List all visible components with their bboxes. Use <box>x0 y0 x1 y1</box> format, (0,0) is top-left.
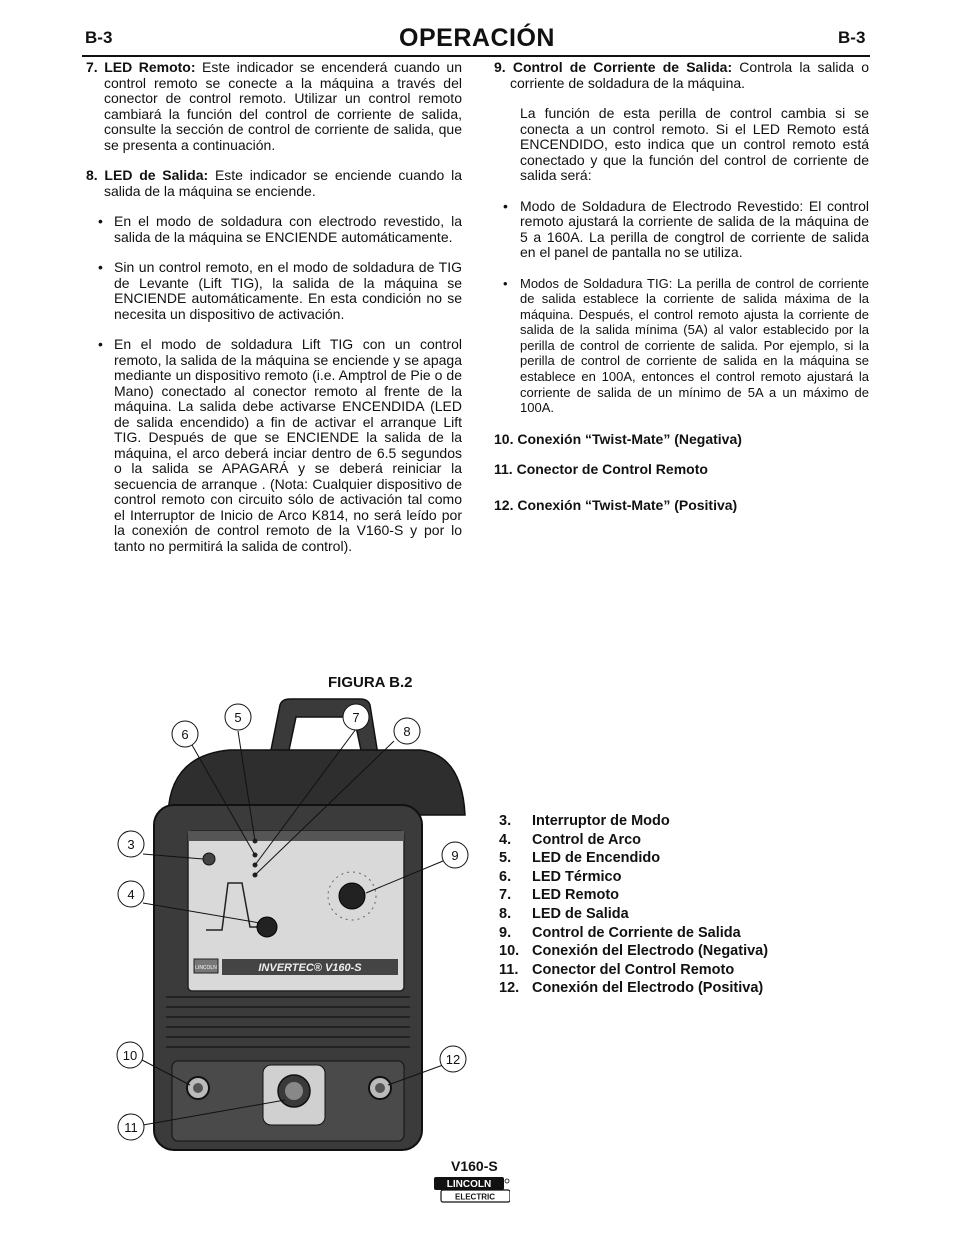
item-12: 12. Conexión “Twist-Mate” (Positiva) <box>494 496 738 513</box>
twist-mate-positive-core <box>375 1083 385 1093</box>
callout-7: 7 <box>352 710 360 725</box>
left-bullet-2-text: Sin un control remoto, en el modo de soldadura de TIG de Levante (Lift TIG), la salida de la máquina se ENCIENDE automáticamente. En esta condición no se necesita un dispositivo de activación. <box>114 259 462 322</box>
left-bullet-3 <box>86 337 462 554</box>
figure-legend <box>499 812 768 998</box>
legend-label: Interruptor de Modo <box>532 813 670 829</box>
right-column <box>494 60 869 513</box>
legend-item <box>499 886 768 905</box>
bullet-icon: • <box>98 259 103 275</box>
legend-label: Conector del Control Remoto <box>532 961 735 978</box>
logo-bottom-text: ELECTRIC <box>455 1192 495 1202</box>
page-code-left: B-3 <box>85 28 113 47</box>
legend-num: 11. <box>499 961 519 978</box>
lincoln-electric-logo-icon <box>433 1176 510 1204</box>
legend-item <box>499 831 768 850</box>
callout-5: 5 <box>234 710 242 725</box>
mode-switch-icon <box>203 853 215 865</box>
legend-item <box>499 812 768 831</box>
legend-num: 7. <box>499 887 512 904</box>
item-7 <box>86 60 462 153</box>
item-8 <box>86 168 462 199</box>
header-rule <box>82 55 870 57</box>
legend-num: 3. <box>499 813 512 829</box>
left-column <box>86 60 462 554</box>
legend-num: 4. <box>499 831 512 848</box>
legend-item <box>499 868 768 887</box>
legend-label: Control de Corriente de Salida <box>532 924 741 941</box>
callout-8: 8 <box>403 724 411 739</box>
callout-12: 12 <box>445 1052 461 1067</box>
legend-label: Conexión del Electrodo (Negativa) <box>532 943 769 960</box>
panel-model-text: INVERTEC® V160-S <box>258 962 362 974</box>
item-8-text: Este indicador se enciende cuando la salida de la máquina se enciende. <box>104 167 462 199</box>
footer-model: V160-S <box>451 1158 498 1174</box>
left-bullet-1-text: En el modo de soldadura con electrodo revestido, la salida de la máquina se ENCIENDE automáticamente. <box>114 213 462 245</box>
legend-num: 8. <box>499 905 512 922</box>
legend-label: LED Térmico <box>532 868 622 885</box>
legend-num: 12. <box>499 980 520 997</box>
legend-item <box>499 961 768 980</box>
logo-top-text: LINCOLN <box>446 1179 492 1190</box>
item-9-para: La función de esta perilla de control cambia si se conecta a un control remoto. Si el LED Remoto está ENCENDIDO, esto indica que un control remoto está conectado y que la función del control de corriente de salida será: <box>520 105 869 183</box>
item-10: 10. Conexión “Twist-Mate” (Negativa) <box>494 430 742 447</box>
legend-num: 6. <box>499 868 512 885</box>
item-9 <box>494 60 869 91</box>
right-bullet-1 <box>494 199 869 261</box>
legend-num: 10. <box>499 943 520 960</box>
legend-item <box>499 979 768 998</box>
legend-num: 5. <box>499 850 512 867</box>
legend-label: LED Remoto <box>532 887 619 904</box>
bullet-icon: • <box>98 213 103 229</box>
page-code-right: B-3 <box>838 28 866 47</box>
legend-item <box>499 942 768 961</box>
legend-item <box>499 924 768 943</box>
bullet-icon: • <box>503 197 508 214</box>
twist-mate-negative-core <box>193 1083 203 1093</box>
legend-label: Conexión del Electrodo (Positiva) <box>532 980 764 997</box>
callout-11: 11 <box>124 1120 138 1135</box>
legend-label: LED de Salida <box>532 905 629 922</box>
left-bullet-1 <box>86 214 462 245</box>
remote-connector-core <box>285 1082 303 1100</box>
callout-4: 4 <box>127 887 135 902</box>
item-11: 11. Conector de Control Remoto <box>494 461 708 478</box>
callout-10: 10 <box>122 1048 138 1063</box>
arc-control-knob-icon <box>257 917 277 937</box>
item-8-head: 8. LED de Salida: <box>86 167 209 183</box>
legend-item <box>499 849 768 868</box>
callout-6: 6 <box>181 727 189 742</box>
item-7-head: 7. LED Remoto: <box>86 59 196 75</box>
legend-label: Control de Arco <box>532 831 642 848</box>
item-9-text: Controla la salida o corriente de soldadura de la máquina. <box>510 59 869 91</box>
bullet-icon: • <box>98 336 103 352</box>
welder-figure <box>110 695 480 1155</box>
panel-brand-text: LINCOLN <box>195 965 217 971</box>
right-bullet-1-text: Modo de Soldadura de Electrodo Revestido: El control remoto ajustará la corriente de salida de la máquina de 5 a 160A. La perilla de congtrol de corriente de salida en el panel de pantalla no se utiliza. <box>520 197 869 260</box>
figure-title: FIGURA B.2 <box>328 674 413 691</box>
left-bullet-2 <box>86 260 462 322</box>
right-bullet-2 <box>494 276 869 416</box>
legend-num: 9. <box>499 924 512 941</box>
callout-9: 9 <box>451 848 459 863</box>
bullet-icon: • <box>503 275 508 291</box>
left-bullet-3-text: En el modo de soldadura Lift TIG con un control remoto, la salida de la máquina se enciende y se apaga mediante un dispositivo remoto (i.e. Amptrol de Pie o de Mano) conectado al conector remoto al frente de la máquina. La salida debe activarse ENCENDIDA (LED de salida encendido) a fin de activar el arranque Lift TIG. Después de que se ENCIENDE la salida de la máquina, el arco deberá inciar dentro de 6.5 segundos o la salida se APAGARÁ y se deberá reiniciar la secuencia de arranque . (Nota: Cualquier dispositivo de control remoto con circuito sólo de activación tal como el Interruptor de Inicio de Arco K814, no será leído por la conexión de control remoto de la V160-S y por lo tanto no permitirá la salida de control). <box>114 336 462 554</box>
callout-3: 3 <box>127 837 135 852</box>
output-current-knob-icon <box>339 883 365 909</box>
right-bullet-2-text: Modos de Soldadura TIG: La perilla de control de corriente de salida establece la corriente de salida máxima de la máquina. Después, el control remoto ajusta la corriente de salida de la salida mínima (5A) al valor establecido por la perilla de control de corriente de salida. Por ejemplo, si la perilla de control de corriente de salida en la máquina se establece en 100A, entonces el control remoto ajustará la corriente de salida de un mínimo de 5A a un máximo de 100A. <box>520 275 869 416</box>
page-title: OPERACIÓN <box>399 24 555 52</box>
legend-label: LED de Encendido <box>532 850 661 867</box>
legend-item <box>499 905 768 924</box>
item-9-head: 9. Control de Corriente de Salida: <box>494 59 733 75</box>
item-7-text: Este indicador se encenderá cuando un control remoto se conecte a la máquina a través del conector de control remoto. Utilizar un control remoto cambiará la función del control de corriente de salida, consulte la sección de control de corriente de salida, que se presenta a continuación. <box>104 59 462 153</box>
